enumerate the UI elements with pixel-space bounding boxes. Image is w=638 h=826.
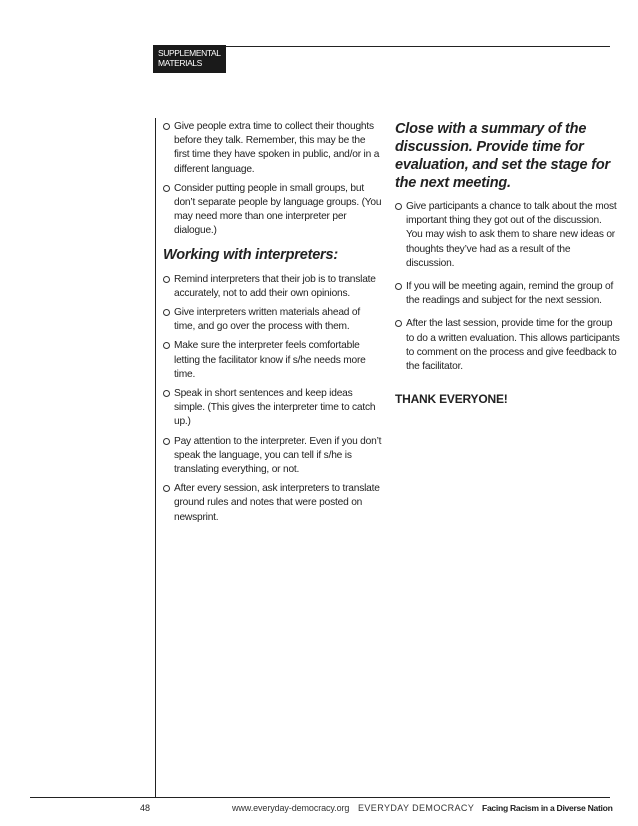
circle-bullet-icon: [163, 185, 170, 192]
footer-url-link[interactable]: www.everyday-democracy.org: [232, 803, 350, 813]
list-item: [163, 306, 383, 334]
list-item-text: If you will be meeting again, remind the group of the readings and subject for the next session.: [406, 281, 614, 307]
column-divider: [155, 118, 156, 798]
list-item: [395, 280, 620, 308]
section-tab-line1: SUPPLEMENTAL: [158, 48, 221, 58]
circle-bullet-icon: [163, 123, 170, 130]
circle-bullet-icon: [163, 342, 170, 349]
list-item-text: Remind interpreters that their job is to translate accurately, not to add their own opinions.: [174, 273, 376, 299]
list-item-text: Make sure the interpreter feels comfortable letting the facilitator know if s/he needs more time.: [174, 340, 366, 380]
list-item: [395, 200, 620, 271]
list-item: [163, 120, 383, 177]
section-tab-line2: MATERIALS: [158, 58, 202, 68]
footer-org-name: EVERYDAY DEMOCRACY: [358, 803, 475, 813]
list-item: [163, 273, 383, 301]
circle-bullet-icon: [163, 276, 170, 283]
list-item: [395, 317, 620, 374]
circle-bullet-icon: [163, 309, 170, 316]
footer-publication-title: Facing Racism in a Diverse Nation: [482, 803, 613, 813]
list-item-text: Give people extra time to collect their thoughts before they talk. Remember, this may be the first time they have spoken in public, and/or in a different language.: [174, 121, 380, 175]
list-item-text: Give participants a chance to talk about the most important thing they got out of the discussion. You may wish to ask them to share new ideas or thoughts they’ve had as a result of the discussion.: [406, 201, 617, 269]
circle-bullet-icon: [163, 390, 170, 397]
footer-rule: [30, 797, 610, 798]
page-number: 48: [140, 803, 151, 813]
circle-bullet-icon: [163, 438, 170, 445]
list-item-text: Speak in short sentences and keep ideas simple. (This gives the interpreter time to catch up.): [174, 388, 376, 428]
list-item-text: Pay attention to the interpreter. Even if you don’t speak the language, you can tell if s/he is translating everything, or not.: [174, 435, 382, 476]
list-item-text: Consider putting people in small groups, but don’t separate people by language groups. (You may need more than one interpreter per dialogue.): [174, 182, 382, 237]
circle-bullet-icon: [395, 320, 402, 327]
thank-everyone-text: THANK EVERYONE!: [395, 392, 508, 407]
section-tab: [153, 45, 226, 73]
interpreters-heading: Working with interpreters:: [163, 246, 338, 263]
circle-bullet-icon: [395, 283, 402, 290]
list-item: [163, 435, 383, 478]
list-item: [163, 339, 383, 382]
list-item: [163, 182, 383, 239]
list-item: [163, 387, 383, 430]
list-item: [163, 482, 383, 525]
summary-heading: Close with a summary of the discussion. Provide time for evaluation, and set the stage for the next meeting.: [395, 121, 610, 191]
left-column: [163, 120, 383, 530]
circle-bullet-icon: [395, 203, 402, 210]
list-item-text: After every session, ask interpreters to translate ground rules and notes that were posted on newsprint.: [174, 483, 380, 523]
right-column: [395, 120, 620, 406]
circle-bullet-icon: [163, 485, 170, 492]
list-item-text: After the last session, provide time for the group to do a written evaluation. This allows participants to comment on the process and give feedback to the facilitator.: [406, 318, 620, 373]
list-item-text: Give interpreters written materials ahead of time, and go over the process with them.: [174, 307, 360, 333]
